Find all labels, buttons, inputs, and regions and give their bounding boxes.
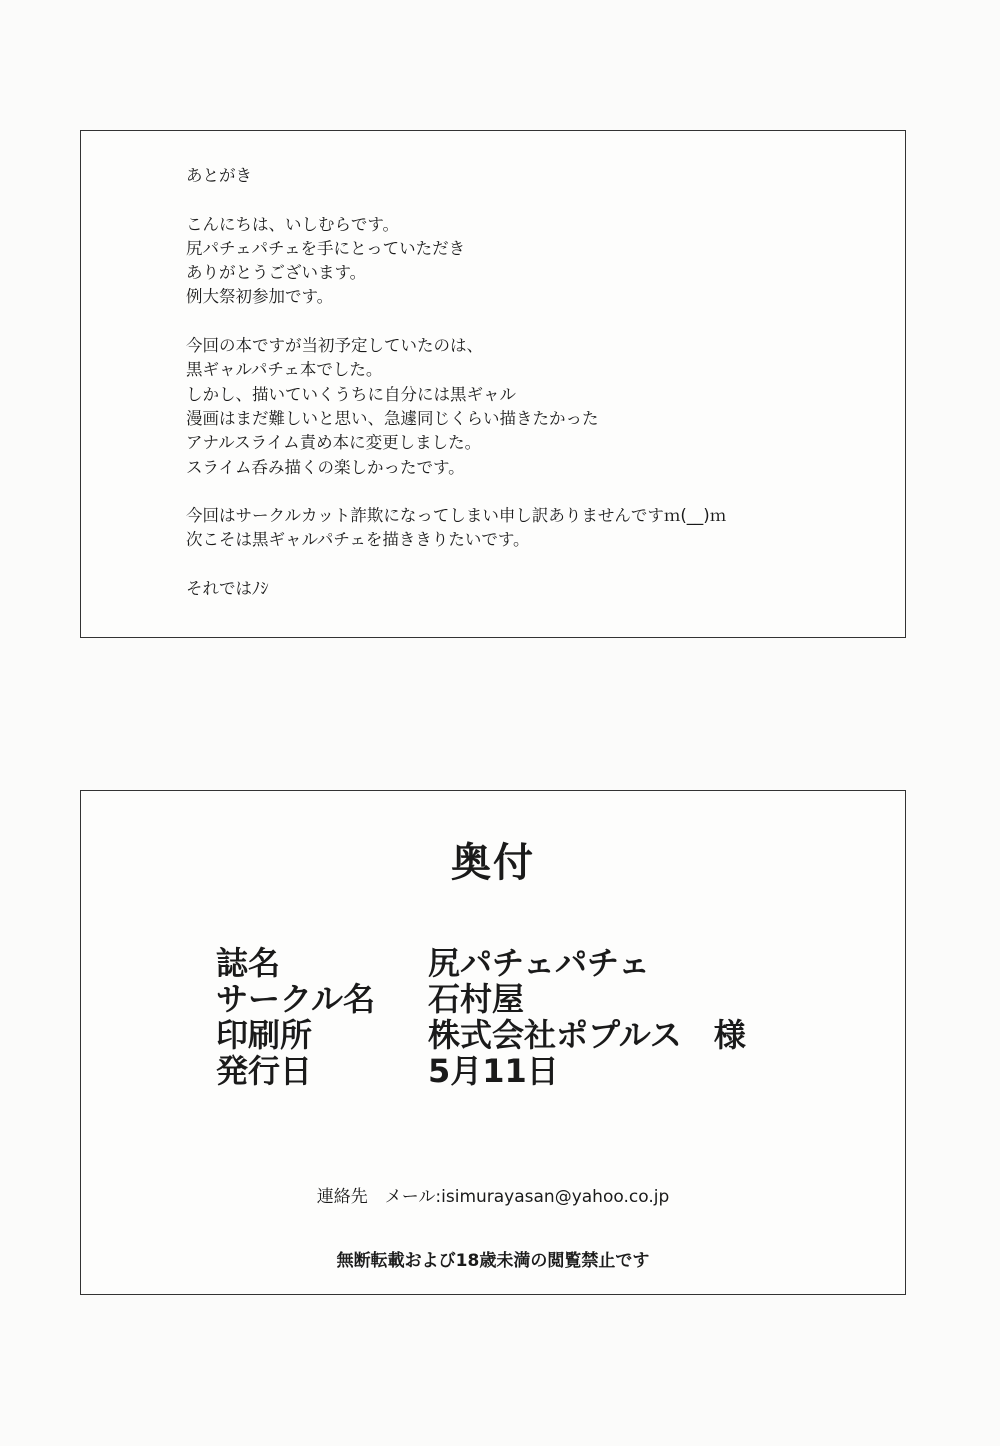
colophon-value: 株式会社ポプルス 様 (428, 1016, 746, 1054)
colophon-table (216, 943, 746, 1090)
afterword-line: アナルスライム責め本に変更しました。 (186, 433, 482, 453)
colophon-value: 尻パチェパチェ (428, 944, 651, 982)
afterword-line: 次こそは黒ギャルパチェを描ききりたいです。 (186, 530, 530, 550)
colophon-row (216, 1051, 746, 1090)
reproduction-notice: 無断転載および18歳未満の閲覧禁止です (336, 1251, 650, 1271)
paragraph-gap (186, 553, 886, 577)
colophon-value: 石村屋 (428, 980, 525, 1018)
afterword-line: こんにちは、いしむらです。 (186, 214, 400, 234)
afterword-line: 今回の本ですが当初予定していたのは、 (186, 336, 483, 356)
colophon-box (80, 790, 906, 1295)
afterword-line: 黒ギャルパチェ本でした。 (186, 360, 383, 380)
afterword-line: ありがとうございます。 (186, 263, 367, 283)
colophon-label: 印刷所 (216, 1016, 313, 1054)
afterword-line: しかし、描いていくうちに自分には黒ギャル (186, 384, 516, 404)
afterword-line: 漫画はまだ難しいと思い、急遽同じくらい描きたかった (186, 408, 599, 428)
paragraph-gap (186, 310, 886, 334)
afterword-heading: あとがき (186, 166, 252, 185)
colophon-label: 誌名 (216, 944, 281, 982)
paragraph-gap (186, 480, 886, 504)
afterword-line: 今回はサークルカット詐欺になってしまい申し訳ありませんですｍ(__)ｍ (186, 506, 727, 526)
colophon-label: サークル名 (216, 980, 376, 1018)
afterword-line: 例大祭初参加です。 (186, 287, 334, 307)
contact-info: 連絡先 メール:isimurayasan@yahoo.co.jp (316, 1187, 670, 1207)
afterword-text (186, 164, 886, 601)
paragraph-gap (186, 188, 886, 212)
colophon-label: 発行日 (216, 1052, 313, 1090)
afterword-box (80, 130, 906, 638)
afterword-line: 尻パチェパチェを手にとっていただき (186, 238, 466, 258)
colophon-title: 奥付 (451, 840, 535, 886)
afterword-closing: それではﾉｼ (186, 579, 269, 599)
afterword-line: スライム呑み描くの楽しかったです。 (186, 457, 465, 477)
colophon-value: 5月11日 (428, 1052, 559, 1090)
